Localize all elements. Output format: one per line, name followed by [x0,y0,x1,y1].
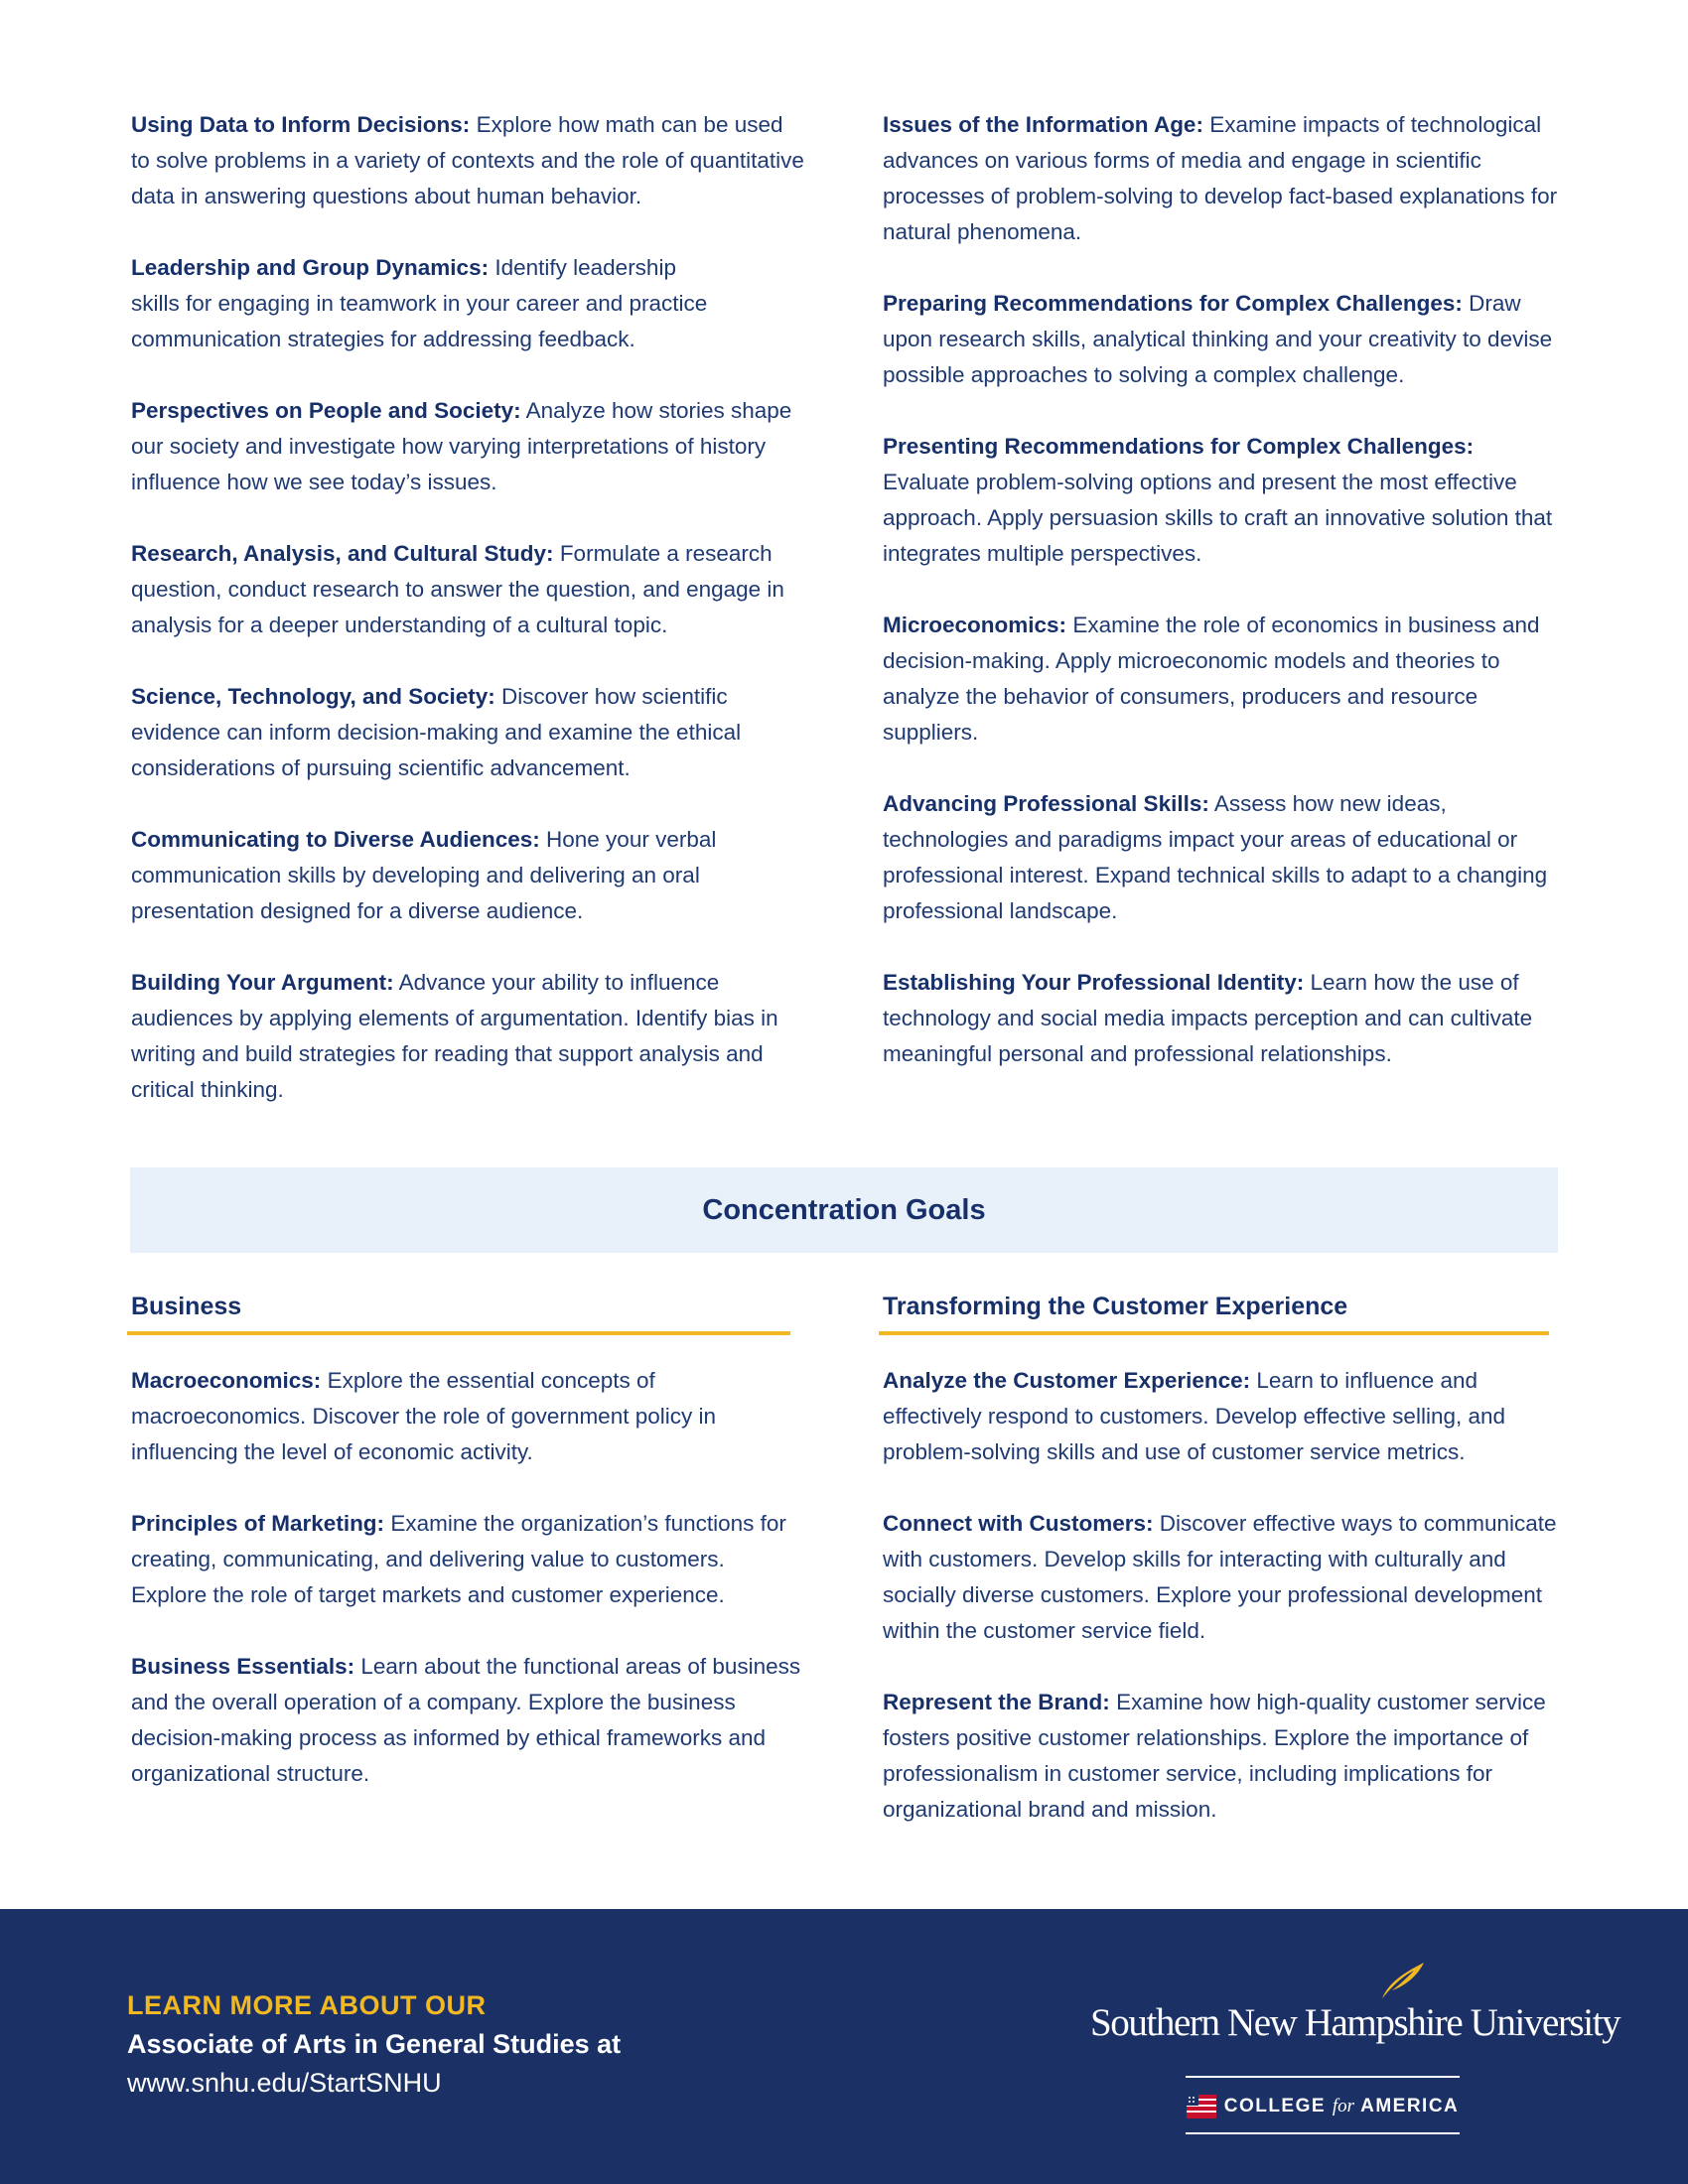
concentration-term: Connect with Customers: [883,1511,1154,1536]
course-desc: Formulate a research question, conduct research to answer the question, and engage in analysis for a deeper understanding of a cultural topic. [131,541,784,637]
course-item [883,786,1558,929]
course-item [883,107,1558,250]
course-item [131,536,806,643]
core-courses-right-column [883,107,1558,1108]
course-item [883,965,1558,1072]
course-desc: Hone your verbal communication skills by developing and delivering an oral presentation designed for a diverse audience. [131,827,717,923]
course-item [131,679,806,786]
concentration-item [131,1649,806,1792]
course-item [883,429,1558,572]
course-term: Leadership and Group Dynamics: [131,255,490,280]
flag-icon [1187,2095,1216,2118]
concentration-item [883,1363,1558,1470]
concentration-item [883,1685,1558,1828]
university-name: Southern New Hampshire University [1090,2001,1620,2044]
cfa-rule-bottom [1186,2132,1460,2134]
concentration-term: Business Essentials: [131,1654,355,1679]
cfa-for: for [1332,2096,1355,2116]
course-term: Science, Technology, and Society: [131,684,495,709]
course-desc: Analyze how stories shape our society and investigate how varying interpretations of history influence how we see today’s issues. [131,398,792,494]
business-heading [127,1293,790,1335]
course-desc: Examine the role of economics in business and decision-making. Apply microeconomic models and theories to analyze the behavior of consumers, producers and resource suppliers. [883,613,1540,745]
course-desc: Explore how math can be used to solve problems in a variety of contexts and the role of quantitative data in answering questions about human behavior. [131,112,804,208]
footer [0,1909,1688,2184]
concentration-desc: Examine the organization’s functions for creating, communicating, and delivering value to customers. Explore the role of target markets and customer experience. [131,1511,786,1607]
concentration-term: Macroeconomics: [131,1368,322,1393]
concentration-term: Represent the Brand: [883,1690,1110,1714]
business-items [131,1363,806,1828]
course-term: Advancing Professional Skills: [883,791,1209,816]
concentration-desc: Learn about the functional areas of business and the overall operation of a company. Explore the business decision-making process as informed by ethical frameworks and organizational structure. [131,1654,801,1786]
course-item [883,286,1558,393]
course-term: Building Your Argument: [131,970,394,995]
concentration-item [131,1506,806,1613]
concentration-desc: Discover effective ways to communicate with customers. Develop skills for interacting with culturally and socially diverse customers. Explore your professional development within the customer service field. [883,1511,1557,1643]
course-desc: Examine impacts of technological advances on various forms of media and engage in scientific processes of problem-solving to develop fact-based explanations for natural phenomena. [883,112,1558,244]
business-heading-label: Business [131,1293,242,1320]
course-desc: Assess how new ideas, technologies and paradigms impact your areas of educational or professional interest. Expand technical skills to adapt to a changing professional landscape. [883,791,1548,923]
concentration-goals-banner [130,1167,1558,1253]
customer-experience-items [883,1363,1558,1863]
customer-experience-heading-label: Transforming the Customer Experience [883,1293,1348,1320]
concentration-term: Analyze the Customer Experience: [883,1368,1251,1393]
cfa-suffix: AMERICA [1360,2096,1460,2116]
course-desc: Advance your ability to influence audiences by applying elements of argumentation. Identify bias in writing and build strategies for reading that support analysis and critical thinking. [131,970,778,1102]
course-item [883,608,1558,751]
course-term: Using Data to Inform Decisions: [131,112,471,137]
course-term: Perspectives on People and Society: [131,398,521,423]
course-term: Preparing Recommendations for Complex Challenges: [883,291,1463,316]
cfa-text [1224,2096,1460,2117]
concentration-item [131,1363,806,1470]
flame-icon [1378,1961,1428,2000]
customer-experience-heading [879,1293,1549,1335]
course-term: Presenting Recommendations for Complex Challenges: [883,434,1475,459]
course-desc: Evaluate problem-solving options and present the most effective approach. Apply persuasion skills to craft an innovative solution that integrates multiple perspectives. [883,470,1553,566]
course-term: Research, Analysis, and Cultural Study: [131,541,554,566]
concentration-desc: Examine how high-quality customer service fosters positive customer relationships. Explore the importance of professionalism in customer service, including implications for organizational brand and mission. [883,1690,1546,1822]
concentration-term: Principles of Marketing: [131,1511,385,1536]
course-item [131,393,806,500]
footer-kicker: LEARN MORE ABOUT OUR [127,1990,487,2020]
cfa-rule-top [1186,2076,1460,2078]
concentration-item [883,1506,1558,1649]
course-term: Establishing Your Professional Identity: [883,970,1305,995]
course-item [131,250,806,357]
course-term: Communicating to Diverse Audiences: [131,827,540,852]
course-desc: Learn how the use of technology and social media impacts perception and can cultivate meaningful personal and professional relationships. [883,970,1533,1066]
course-desc: Discover how scientific evidence can inform decision-making and examine the ethical considerations of pursuing scientific advancement. [131,684,742,780]
concentration-desc: Explore the essential concepts of macroeconomics. Discover the role of government policy in influencing the level of economic activity. [131,1368,716,1464]
concentration-desc: Learn to influence and effectively respond to customers. Develop effective selling, and problem-solving skills and use of customer service metrics. [883,1368,1506,1464]
course-item [131,822,806,929]
course-desc: Draw upon research skills, analytical thinking and your creativity to devise possible approaches to solving a complex challenge. [883,291,1553,387]
footer-program: Associate of Arts in General Studies at [127,2029,622,2059]
concentration-goals-title: Concentration Goals [702,1193,986,1226]
college-for-america-logo [1186,2089,1460,2124]
course-term: Issues of the Information Age: [883,112,1203,137]
snhu-logo [1088,1957,1620,2145]
cfa-prefix: COLLEGE [1223,2096,1327,2116]
core-courses-left-column [131,107,806,1144]
footer-url-link[interactable]: www.snhu.edu/StartSNHU [127,2068,442,2098]
course-desc: Identify leadership skills for engaging in teamwork in your career and practice communication strategies for addressing feedback. [131,255,708,351]
course-term: Microeconomics: [883,613,1067,637]
course-item [131,107,806,214]
course-item [131,965,806,1108]
